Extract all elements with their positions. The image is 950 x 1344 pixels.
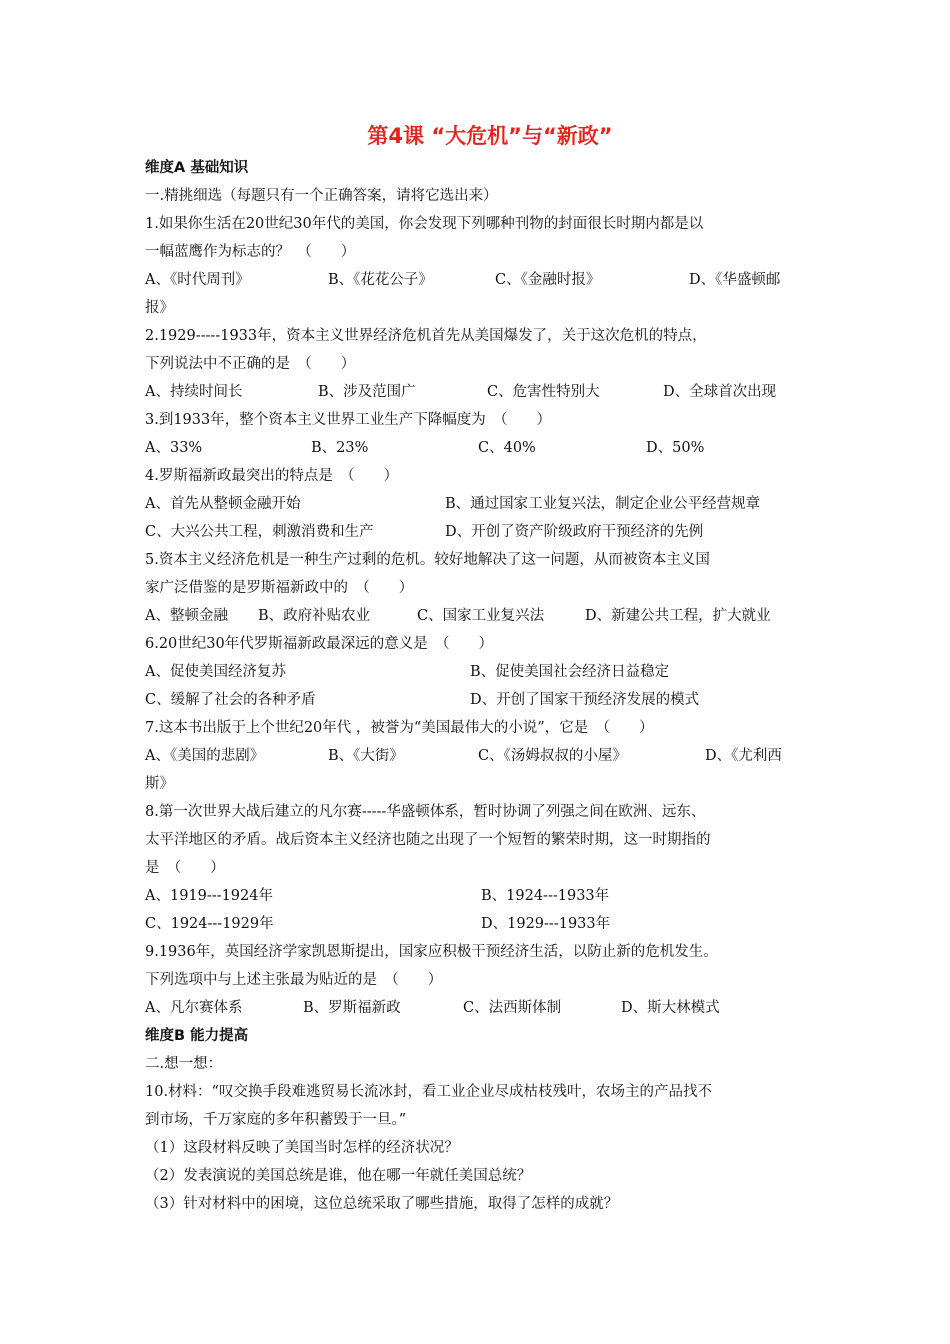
q5-option-c: C、国家工业复兴法 (417, 608, 545, 624)
q4-options-row1 (145, 490, 815, 518)
q7-options (145, 742, 815, 770)
q3-stem: 3.到1933年，整个资本主义世界工业生产下降幅度为 （ ） (145, 412, 551, 428)
q2-stem-line2: 下列说法中不正确的是 （ ） (145, 356, 356, 372)
q5-stem-line1: 5.资本主义经济危机是一种生产过剩的危机。较好地解决了这一问题，从而被资本主义国 (145, 552, 710, 568)
q1-stem-line2: 一幅蓝鹰作为标志的？ （ ） (145, 244, 356, 260)
q7-option-c: C、《汤姆叔叔的小屋》 (478, 748, 627, 764)
q3-option-c: C、40% (478, 440, 536, 456)
q8-stem-line1: 8.第一次世界大战后建立的凡尔赛-----华盛顿体系，暂时协调了列强之间在欧洲、远东、 (145, 804, 706, 820)
q6-option-b: B、促使美国社会经济日益稳定 (470, 664, 670, 680)
q10-stem-line2: 到市场，千万家庭的多年积蓄毁于一旦。” (145, 1112, 407, 1128)
q1-option-b: B、《花花公子》 (328, 272, 433, 288)
q8-options-row2 (145, 910, 815, 938)
q2-options (145, 378, 815, 406)
q3-option-d: D、50% (646, 440, 705, 456)
part-two-heading: 二.想一想： (145, 1056, 223, 1072)
q2-stem-line1: 2.1929-----1933年，资本主义世界经济危机首先从美国爆发了，关于这次危机的特点， (145, 328, 707, 344)
part-one-heading: 一.精挑细选（每题只有一个正确答案，请将它选出来） (145, 188, 498, 204)
q2-option-b: B、涉及范围广 (318, 384, 416, 400)
section-a-heading: 维度A 基础知识 (145, 160, 249, 176)
q6-options-row2 (145, 686, 815, 714)
q1-option-d: D、《华盛顿邮 (689, 272, 781, 288)
q4-stem: 4.罗斯福新政最突出的特点是 （ ） (145, 468, 399, 484)
q10-sub-question-1: （1）这段材料反映了美国当时怎样的经济状况？ (145, 1140, 459, 1156)
q9-option-a: A、凡尔赛体系 (145, 1000, 243, 1016)
document-page (145, 118, 815, 1218)
q7-option-b: B、《大街》 (328, 748, 404, 764)
q5-stem-line2: 家广泛借鉴的是罗斯福新政中的 （ ） (145, 580, 414, 596)
q7-option-d-continued: 斯》 (145, 776, 174, 792)
lesson-title: 第4课 “大危机”与“新政” (367, 124, 613, 148)
q8-stem-line3: 是 （ ） (145, 860, 225, 876)
q9-option-c: C、法西斯体制 (463, 1000, 562, 1016)
q9-option-d: D、斯大林模式 (621, 1000, 720, 1016)
q9-stem-line1: 9.1936年，英国经济学家凯恩斯提出，国家应积极干预经济生活，以防止新的危机发生。 (145, 944, 718, 960)
q6-option-d: D、开创了国家干预经济发展的模式 (470, 692, 700, 708)
q2-option-c: C、危害性特别大 (487, 384, 600, 400)
q7-option-a: A、《美国的悲剧》 (145, 748, 265, 764)
q4-option-d: D、开创了资产阶级政府干预经济的先例 (445, 524, 704, 540)
q3-options (145, 434, 815, 462)
q6-option-c: C、缓解了社会的各种矛盾 (145, 692, 316, 708)
q8-options-row1 (145, 882, 815, 910)
section-b-heading: 维度B 能力提高 (145, 1028, 249, 1044)
q8-stem-line2: 太平洋地区的矛盾。战后资本主义经济也随之出现了一个短暂的繁荣时期，这一时期指的 (145, 832, 711, 848)
q6-option-a: A、促使美国经济复苏 (145, 664, 286, 680)
q3-option-a: A、33% (145, 440, 203, 456)
q1-option-d-continued: 报》 (145, 300, 174, 316)
q1-stem-line1: 1.如果你生活在20世纪30年代的美国，你会发现下列哪种刊物的封面很长时期内都是以 (145, 216, 704, 232)
q10-sub-question-2: （2）发表演说的美国总统是谁，他在哪一年就任美国总统？ (145, 1168, 532, 1184)
q5-option-d: D、新建公共工程，扩大就业 (585, 608, 771, 624)
q4-option-b: B、通过国家工业复兴法，制定企业公平经营规章 (445, 496, 761, 512)
q5-options (145, 602, 815, 630)
q4-option-c: C、大兴公共工程，刺激消费和生产 (145, 524, 374, 540)
q3-option-b: B、23% (311, 440, 369, 456)
q4-option-a: A、首先从整顿金融开始 (145, 496, 301, 512)
q6-options-row1 (145, 658, 815, 686)
q7-stem: 7.这本书出版于上个世纪20年代 ，被誉为“美国最伟大的小说”，它是 （ ） (145, 720, 654, 736)
q8-option-a: A、1919---1924年 (145, 888, 273, 904)
q9-stem-line2: 下列选项中与上述主张最为贴近的是 （ ） (145, 972, 443, 988)
q4-options-row2 (145, 518, 815, 546)
q1-option-a: A、《时代周刊》 (145, 272, 250, 288)
q9-options (145, 994, 815, 1022)
q6-stem: 6.20世纪30年代罗斯福新政最深远的意义是 （ ） (145, 636, 493, 652)
q8-option-b: B、1924---1933年 (481, 888, 610, 904)
q10-sub-question-3: （3）针对材料中的困境，这位总统采取了哪些措施，取得了怎样的成就？ (145, 1196, 619, 1212)
q9-option-b: B、罗斯福新政 (303, 1000, 401, 1016)
q7-option-d: D、《尤利西 (705, 748, 782, 764)
q2-option-d: D、全球首次出现 (663, 384, 777, 400)
q1-option-c: C、《金融时报》 (495, 272, 601, 288)
q2-option-a: A、持续时间长 (145, 384, 243, 400)
q8-option-d: D、1929---1933年 (481, 916, 611, 932)
q8-option-c: C、1924---1929年 (145, 916, 274, 932)
q5-option-a: A、整顿金融 (145, 608, 228, 624)
q1-options (145, 266, 815, 294)
q10-stem-line1: 10.材料：“叹交换手段难逃贸易长流冰封，看工业企业尽成枯枝残叶，农场主的产品找不 (145, 1084, 712, 1100)
q5-option-b: B、政府补贴农业 (258, 608, 371, 624)
